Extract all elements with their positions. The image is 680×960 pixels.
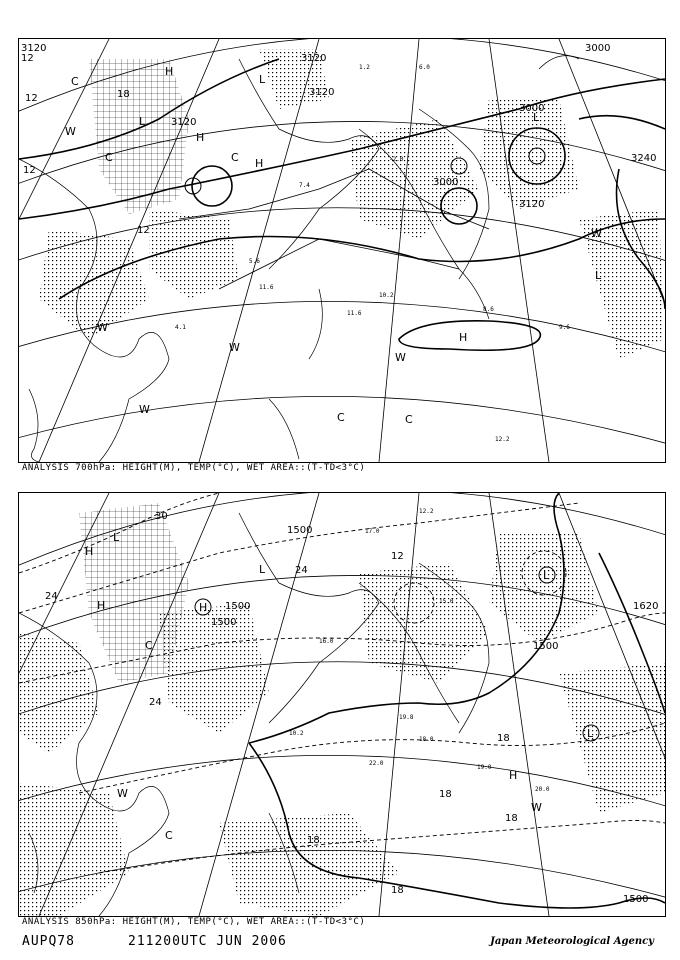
temp-label: 30: [155, 511, 168, 522]
system-letter: H: [196, 131, 205, 144]
system-letter: C: [71, 75, 79, 88]
caption-850hpa: ANALYSIS 850hPa: HEIGHT(M), TEMP(°C), WET AREA::(T-TD<3°C): [22, 917, 366, 927]
obs-value: 5.6: [249, 258, 260, 265]
system-letter: W: [65, 125, 76, 138]
obs-value: 10.2: [379, 292, 394, 299]
system-letter: W: [139, 403, 150, 416]
system-letter: C: [337, 411, 345, 424]
system-letter: W: [229, 341, 240, 354]
system-letter: L: [113, 531, 120, 544]
valid-time: 211200UTC JUN 2006: [128, 934, 287, 949]
system-letter: H: [85, 545, 94, 558]
contour-label: 1500: [225, 601, 251, 612]
system-letter: L: [533, 111, 540, 124]
system-letter: H: [165, 65, 174, 78]
obs-value: 12.2: [495, 436, 510, 443]
system-letter: H: [509, 769, 518, 782]
system-letter: H: [459, 331, 468, 344]
obs-value: 9.6: [559, 324, 570, 331]
obs-value: 10.2: [289, 730, 304, 737]
obs-value: 18.0: [419, 736, 434, 743]
temp-label: 18: [505, 813, 518, 824]
contour-label: 3120: [309, 87, 335, 98]
temp-label: 12: [23, 165, 36, 176]
system-letter: W: [117, 787, 128, 800]
system-letter: C: [165, 829, 173, 842]
agency-name: Japan Meteorological Agency: [490, 936, 654, 947]
contour-label: 1500: [211, 617, 237, 628]
map-850hpa-canvas: [19, 493, 665, 916]
obs-value: 8.6: [483, 306, 494, 313]
temp-label: 24: [45, 591, 58, 602]
contour-label: 1500: [287, 525, 313, 536]
temp-label: 18: [439, 789, 452, 800]
contour-label: 3120: [171, 117, 197, 128]
temp-label: 18: [117, 89, 130, 100]
system-letter: H: [199, 601, 208, 614]
temp-label: 12: [25, 93, 38, 104]
system-letter: C: [231, 151, 239, 164]
system-letter: W: [395, 351, 406, 364]
temp-label: 18: [391, 885, 404, 896]
system-letter: L: [587, 727, 594, 740]
temp-label: 12: [21, 53, 34, 64]
temp-label: 24: [149, 697, 162, 708]
contour-label: 3240: [631, 153, 657, 164]
wet-area-shading: [19, 503, 665, 916]
temp-label: 12: [137, 225, 150, 236]
temp-label: 12: [391, 551, 404, 562]
obs-value: 20.0: [535, 786, 550, 793]
obs-value: 17.0: [365, 528, 380, 535]
system-letter: H: [97, 599, 106, 612]
temp-label: 18: [307, 835, 320, 846]
temp-label: 18: [497, 733, 510, 744]
obs-value: 15.0: [439, 598, 454, 605]
map-700hpa-canvas: [19, 39, 665, 462]
contour-label: 3120: [519, 199, 545, 210]
map-panel-700hpa: [18, 38, 666, 463]
contour-label: 3120: [21, 43, 47, 54]
contour-label: 3000: [433, 177, 459, 188]
contour-label: 3000: [585, 43, 611, 54]
system-letter: C: [405, 413, 413, 426]
contour-label: 3000: [519, 103, 545, 114]
obs-value: 7.4: [299, 182, 310, 189]
system-letter: L: [259, 563, 266, 576]
obs-value: -2.0: [389, 156, 404, 163]
obs-value: 11.6: [259, 284, 274, 291]
obs-value: 4.1: [175, 324, 186, 331]
system-letter: L: [543, 569, 550, 582]
obs-value: 19.8: [399, 714, 414, 721]
system-letter: C: [105, 151, 113, 164]
obs-value: 12.2: [419, 508, 434, 515]
obs-value: 19.0: [477, 764, 492, 771]
obs-value: 1.2: [359, 64, 370, 71]
obs-value: 22.0: [369, 760, 384, 767]
system-letter: W: [531, 801, 542, 814]
system-letter: H: [255, 157, 264, 170]
obs-value: 6.0: [419, 64, 430, 71]
system-letter: L: [595, 269, 602, 282]
caption-700hpa: ANALYSIS 700hPa: HEIGHT(M), TEMP(°C), WET AREA::(T-TD<3°C): [22, 463, 366, 473]
system-letter: L: [259, 73, 266, 86]
obs-value: 16.0: [319, 638, 334, 645]
system-letter: W: [591, 227, 602, 240]
obs-value: 11.6: [347, 310, 362, 317]
system-letter: W: [97, 321, 108, 334]
contour-label: 3120: [301, 53, 327, 64]
product-id: AUPQ78: [22, 934, 75, 949]
system-letter: L: [139, 115, 146, 128]
temp-label: 24: [295, 565, 308, 576]
contour-label: 1500: [623, 894, 649, 905]
contour-label: 1500: [533, 641, 559, 652]
system-letter: C: [145, 639, 153, 652]
map-panel-850hpa: [18, 492, 666, 917]
contour-label: 1620: [633, 601, 659, 612]
